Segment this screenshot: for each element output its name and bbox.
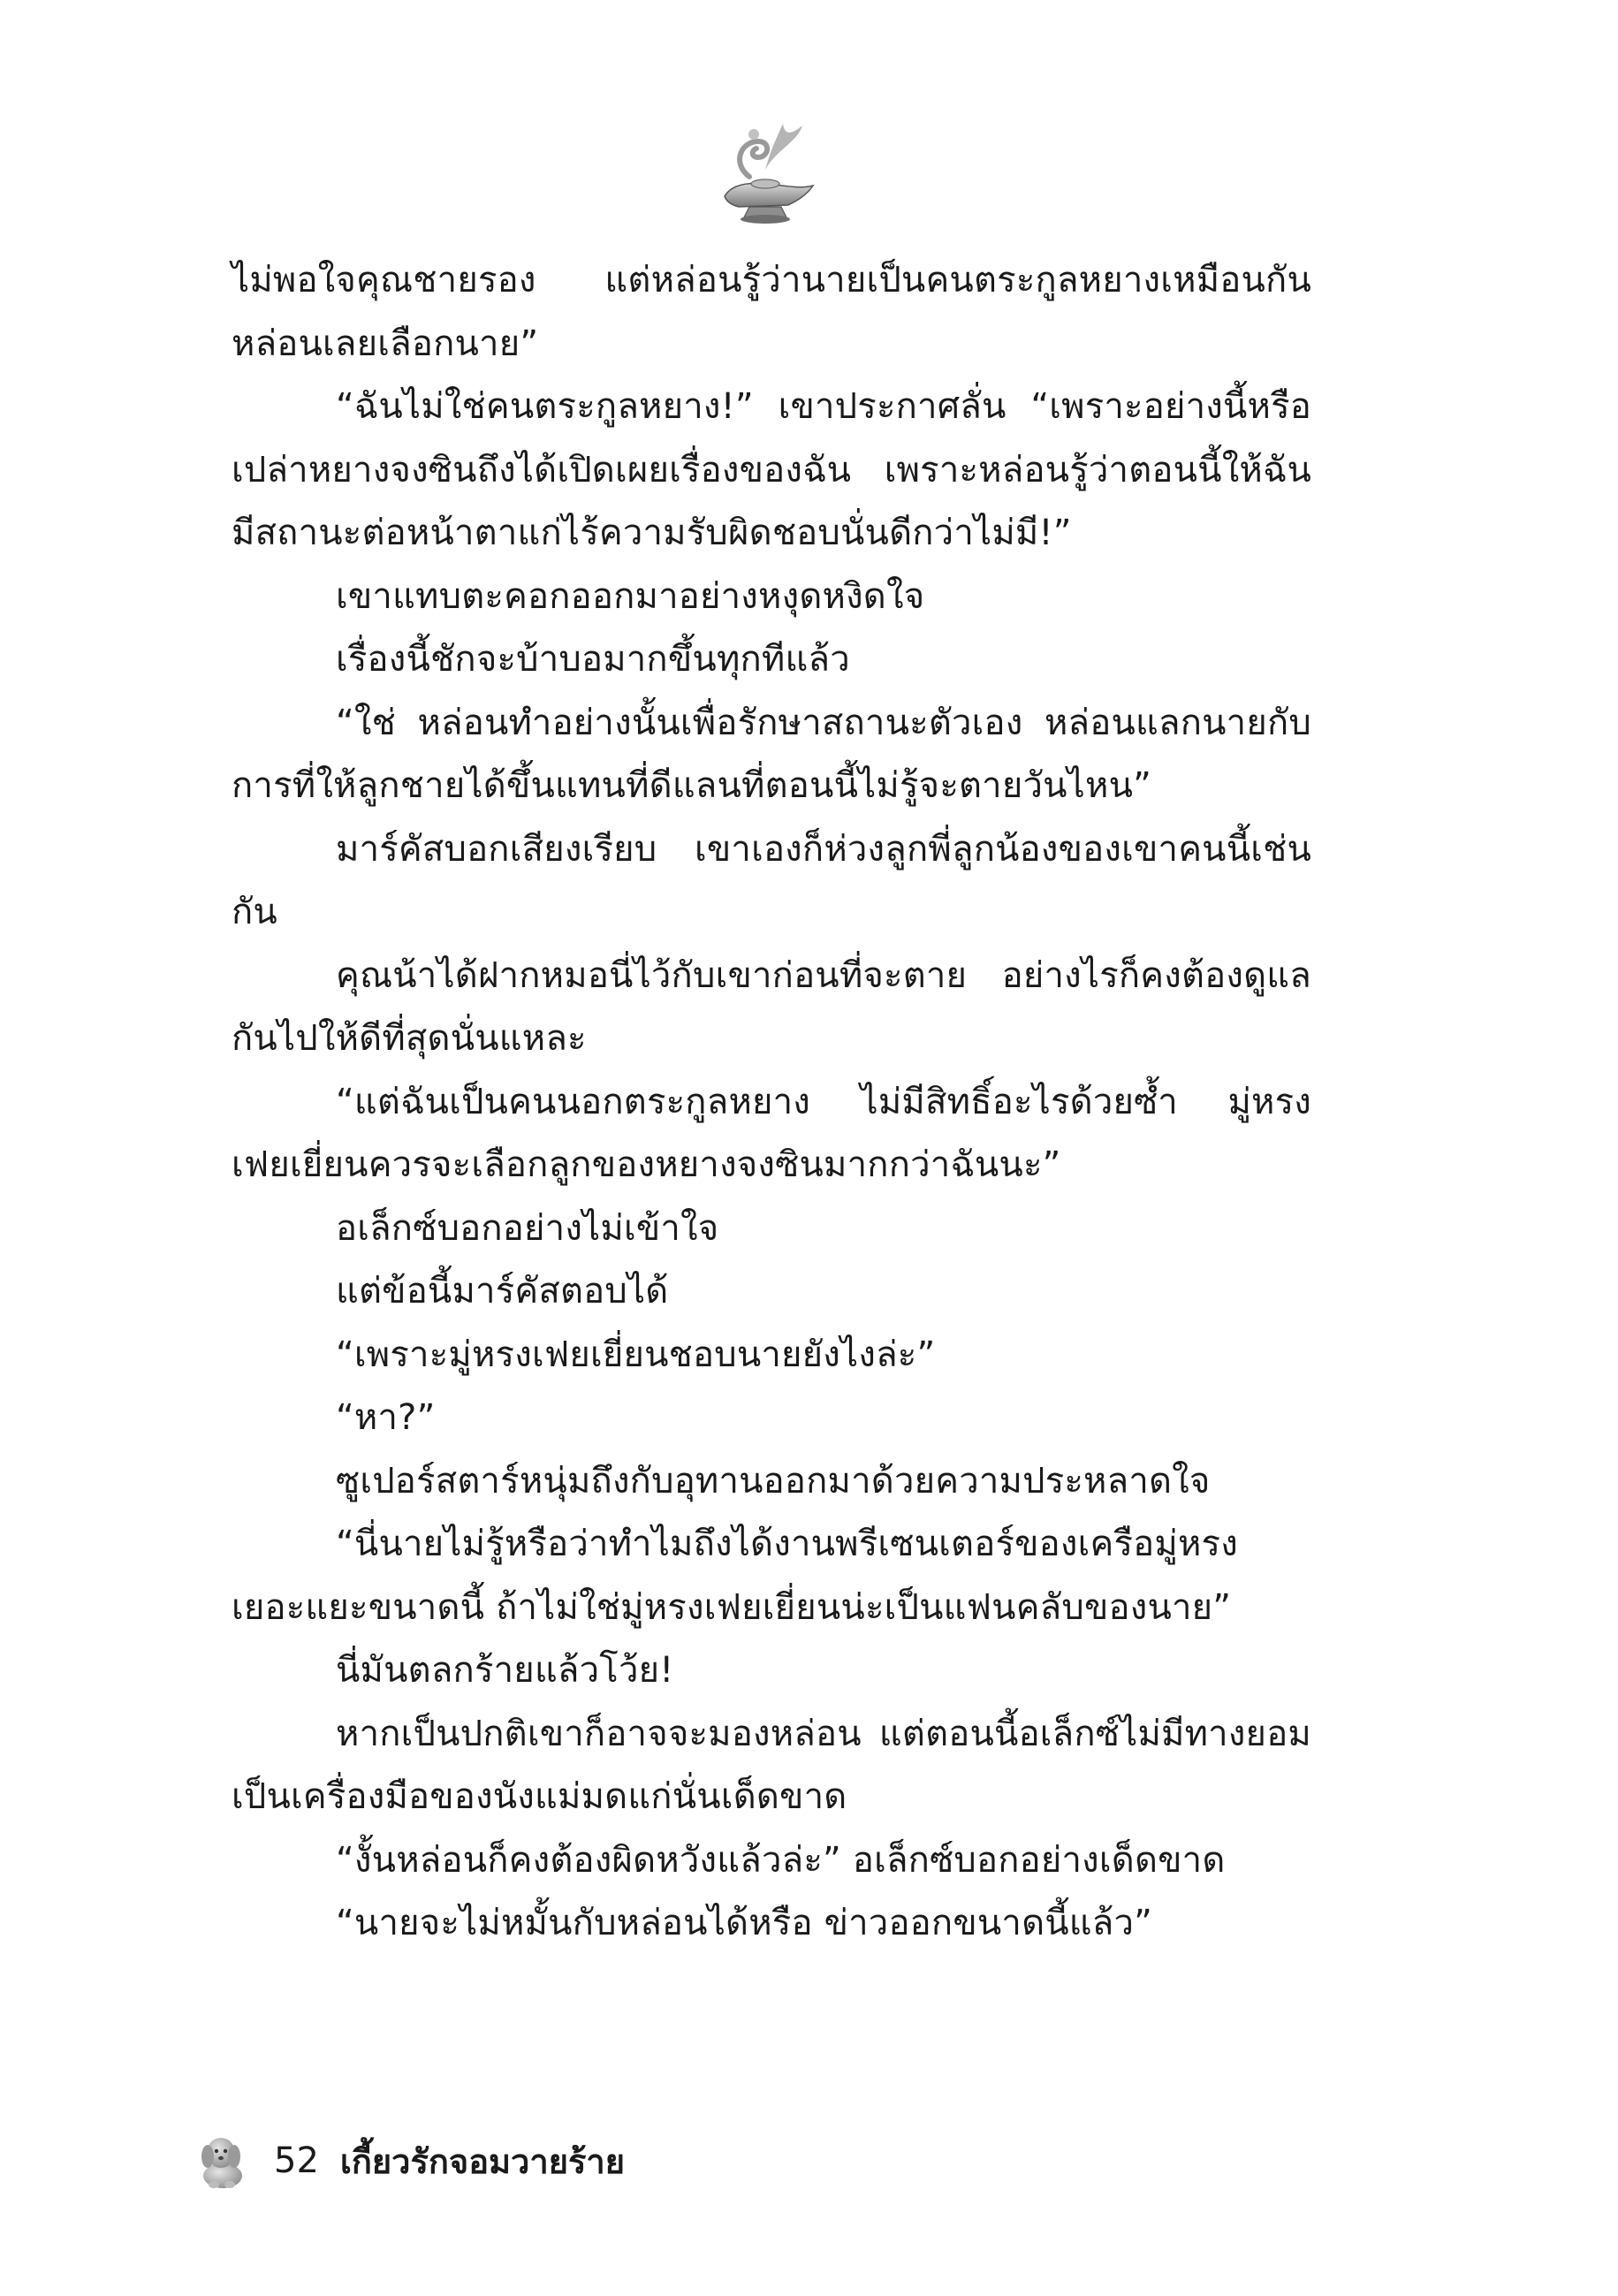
- paragraph: คุณน้าได้ฝากหมอนี่ไว้กับเขาก่อนที่จะตาย อย่างไรก็คงต้องดูแลกันไปให้ดีที่สุดนั่นแหละ: [232, 954, 1311, 1059]
- paragraph: “นี่นายไม่รู้หรือว่าทำไมถึงได้งานพรีเซนเตอร์ของเครือมู่หรงเยอะแยะขนาดนี้ ถ้าไม่ใช่มู่หรงเฟยเยี่ยนน่ะเป็นแฟนคลับของนาย”: [232, 1524, 1238, 1628]
- book-title: เกี้ยวรักจอมวายร้าย: [339, 2141, 626, 2181]
- paragraph: “ฉันไม่ใช่คนตระกูลหยาง!” เขาประกาศลั่น “เพราะอย่างนี้หรือเปล่าหยางจงซินถึงได้เปิดเผยเรื่องของฉัน เพราะหล่อนรู้ว่าตอนนี้ให้ฉันมีสถานะต่อหน้าตาแก่ไร้ความรับผิดชอบนั่นดีกว่าไม่มี!”: [232, 386, 1311, 553]
- paragraph: “เพราะมู่หรงเฟยเยี่ยนชอบนายยังไงล่ะ”: [336, 1334, 936, 1375]
- paragraph: หากเป็นปกติเขาก็อาจจะมองหล่อน แต่ตอนนี้อเล็กซ์ไม่มีทางยอมเป็นเครื่องมือของนังแม่มดแก่นั่นเด็ดขาด: [232, 1713, 1311, 1817]
- lamp-ornament-icon: [714, 115, 820, 230]
- paragraph: “งั้นหล่อนก็คงต้องผิดหวังแล้วล่ะ” อเล็กซ์บอกอย่างเด็ดขาด: [336, 1839, 1226, 1881]
- paragraph: “ใช่ หล่อนทำอย่างนั้นเพื่อรักษาสถานะตัวเอง หล่อนแลกนายกับการที่ให้ลูกชายได้ขึ้นแทนที่ดีแลนที่ตอนนี้ไม่รู้จะตายวันไหน”: [232, 702, 1311, 806]
- paragraph: มาร์คัสบอกเสียงเรียบ เขาเองก็ห่วงลูกพี่ลูกน้องของเขาคนนี้เช่นกัน: [232, 828, 1311, 932]
- paragraph: นี่มันตลกร้ายแล้วโว้ย!: [336, 1650, 674, 1691]
- paragraph: เขาแทบตะคอกออกมาอย่างหงุดหงิดใจ: [336, 575, 925, 617]
- paragraph: ซูเปอร์สตาร์หนุ่มถึงกับอุทานออกมาด้วยความประหลาดใจ: [336, 1460, 1211, 1502]
- paragraph: “แต่ฉันเป็นคนนอกตระกูลหยาง ไม่มีสิทธิ์อะไรด้วยซ้ำ มู่หรงเฟยเยี่ยนควรจะเลือกลูกของหยางจงซินมากกว่าฉันนะ”: [232, 1081, 1311, 1185]
- paragraph: แต่ข้อนี้มาร์คัสตอบได้: [336, 1271, 669, 1311]
- paragraph: เรื่องนี้ชักจะบ้าบอมากขึ้นทุกทีแล้ว: [336, 639, 850, 680]
- paragraph: “นายจะไม่หมั้นกับหล่อนได้หรือ ข่าวออกขนาดนี้แล้ว”: [336, 1903, 1153, 1943]
- body-text: [232, 249, 1311, 1956]
- paragraph: “หา?”: [336, 1397, 436, 1438]
- paragraph: อเล็กซ์บอกอย่างไม่เข้าใจ: [336, 1207, 719, 1249]
- page-number: 52: [274, 2140, 319, 2181]
- page-footer: [196, 2130, 625, 2192]
- puppy-icon: [196, 2132, 247, 2190]
- paragraph: ไม่พอใจคุณชายรอง แต่หล่อนรู้ว่านายเป็นคนตระกูลหยางเหมือนกัน หล่อนเลยเลือกนาย”: [232, 260, 1311, 364]
